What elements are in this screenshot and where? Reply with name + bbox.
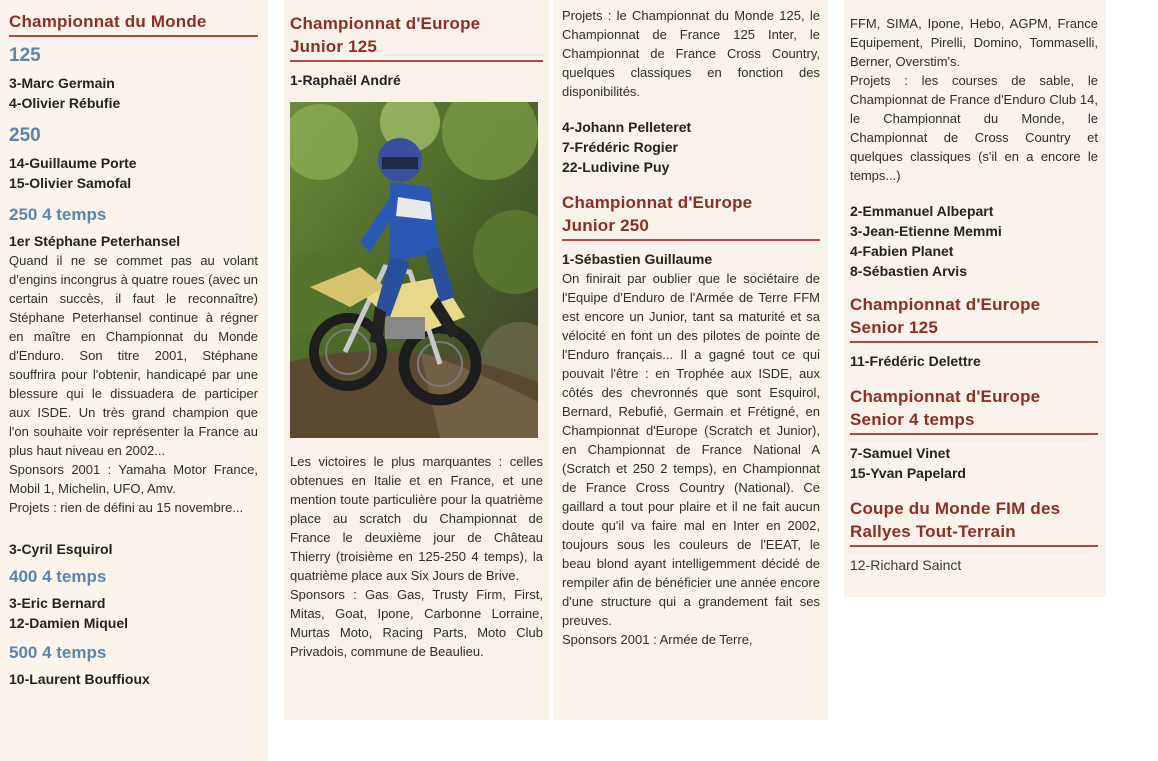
heading-line: Championnat d'Europe [850,295,1041,314]
result-line: 12-Damien Miquel [9,615,129,631]
result-line: 11-Frédéric Delettre [850,353,981,369]
winner-junior-250: 1-Sébastien Guillaume [562,251,713,267]
results-senior-4-temps [850,443,1098,483]
result-line: 7-Samuel Vinet [850,445,951,461]
results-250 [9,153,258,193]
article-text-guillaume: On finirait par oublier que le sociétaire de l'Equipe d'Enduro de l'Armée de Terre FFM est encore un Junior, tant sa maturité et sa vélocité en font un des pilotes de pointe de l'Enduro français... Il a gagné tout ce qui pouvait l'être : en Trophée aux ISDE, aux côtés des chevronnés que sont Esquirol, Bernard, Rebufié, Germain et Frétigné, en Championnat d'Europe (Scratch et Junior), en Championnat de France National A (Scratch et 250 2 temps), en Championnat de France Cross Country (National). Ce gaillard a tout pour plaire et il ne fait aucun doute qu'il va faire mal en Inter en 2002, toujours sous les couleurs de l'EEAT, le beau blond ayant intelligemment décidé de rempiler afin de bénéficier une année encore d'une structure qui a grandement fait ses preuves. [562,271,821,628]
class-label-250: 250 [9,125,41,146]
result-line: 12-Richard Sainct [850,557,962,573]
class-label-250-4-temps: 250 4 temps [9,205,107,224]
heading-line: Rallyes Tout-Terrain [850,522,1016,541]
section-heading-senior-4-temps [850,385,1098,435]
sponsors-peterhansel: Sponsors 2001 : Yamaha Motor France, Mobil 1, Michelin, UFO, Amv. [9,462,258,496]
result-line: 14-Guillaume Porte [9,155,137,171]
result-line: 2-Emmanuel Albepart [850,203,994,219]
result-line: 22-Ludivine Puy [562,159,670,175]
projets-guillaume: Projets : les courses de sable, le Championnat de France d'Enduro Club 14, le Championnat du Monde, le Championnat de Cross Country et quelques classiques (s'il en a encore le temps...) [850,73,1098,183]
heading-line: Championnat d'Europe [562,193,753,212]
result-line: 3-Eric Bernard [9,595,106,611]
sponsors-guillaume-continued: FFM, SIMA, Ipone, Hebo, AGPM, France Equipement, Pirelli, Domino, Tommaselli, Berner, Overstim's. [850,16,1098,69]
sponsors-andre: Sponsors : Gas Gas, Trusty Firm, First, Mitas, Goat, Ipone, Carbonne Lorraine, Murtas Moto, Racing Parts, Moto Club Privadois, commune de Beaulieu. [290,587,543,659]
column-senior [844,0,1106,597]
result-line: 8-Sébastien Arvis [850,263,967,279]
class-label-500-4-temps: 500 4 temps [9,643,107,662]
winner-250-4-temps: 1er Stéphane Peterhansel [9,233,181,249]
result-line: 4-Fabien Planet [850,243,954,259]
result-line: 10-Laurent Bouffioux [9,671,150,687]
section-heading-championnat-du-monde: Championnat du Monde [9,10,258,37]
heading-line: Senior 4 temps [850,410,975,429]
results-400 [9,593,258,633]
column-championnat-du-monde [0,0,268,761]
results-coupe-fim [850,555,1098,575]
class-label-125: 125 [9,45,41,66]
heading-line: Senior 125 [850,318,938,337]
heading-line: Championnat d'Europe [290,14,481,33]
result-line: 3-Marc Germain [9,75,115,91]
results-senior-125 [850,351,1098,371]
projets-peterhansel: Projets : rien de défini au 15 novembre... [9,500,244,515]
result-line: 4-Olivier Rébufie [9,95,121,111]
result-line: 7-Frédéric Rogier [562,139,678,155]
results-500 [9,669,258,689]
result-line: 15-Yvan Papelard [850,465,966,481]
column-junior-250 [554,0,828,720]
heading-line: Coupe du Monde FIM des [850,499,1061,518]
article-text-peterhansel: Quand il ne se commet pas au volant d'engins incongrus à quatre roues (avec un certain succès, il faut le reconnaître) Stéphane Peterhansel continue à régner en maître en Championnat du Monde d'Enduro. Son titre 2001, Stéphane souffrira pour l'obtenir, handicapé par une blessure qui le dissuadera de participer aux ISDE. Un très grand champion que l'on souhaite voir représenter la France au plus haut niveau en 2002... [9,253,258,458]
projets-andre: Projets : le Championnat du Monde 125, le Championnat de France 125 Inter, le Championnat de France Cross Country, quelques classiques en fonction des disponibilités. [562,8,820,99]
result-line: 3-Cyril Esquirol [9,541,113,557]
section-heading-junior-125 [290,12,543,62]
class-label-400-4-temps: 400 4 temps [9,567,107,586]
winner-junior-125: 1-Raphaël André [290,72,401,88]
results-junior-125-others [562,117,820,177]
results-junior-250-others [850,201,1098,281]
heading-line: Junior 250 [562,216,650,235]
article-text-andre: Les victoires le plus marquantes : celles obtenues en Italie et en France, et une mention toute particulière pour la quatrième place au scratch du Championnat de France le deuxième jour de Château Thierry (troisième en 125-250 4 temps), la quatrième place aux Six Jours de Brive. [290,454,543,583]
sponsors-guillaume: Sponsors 2001 : Armée de Terre, [562,632,753,647]
enduro-rider-photo [290,102,538,438]
section-heading-senior-125 [850,293,1098,343]
section-heading-coupe-fim [850,497,1098,547]
result-line: 4-Johann Pelleteret [562,119,692,135]
heading-line: Junior 125 [290,37,378,56]
result-line: 3-Jean-Etienne Memmi [850,223,1002,239]
result-line: 15-Olivier Samofal [9,175,132,191]
column-junior-125 [284,0,549,720]
section-heading-junior-250 [562,191,820,241]
results-125 [9,73,258,113]
heading-line: Championnat d'Europe [850,387,1041,406]
